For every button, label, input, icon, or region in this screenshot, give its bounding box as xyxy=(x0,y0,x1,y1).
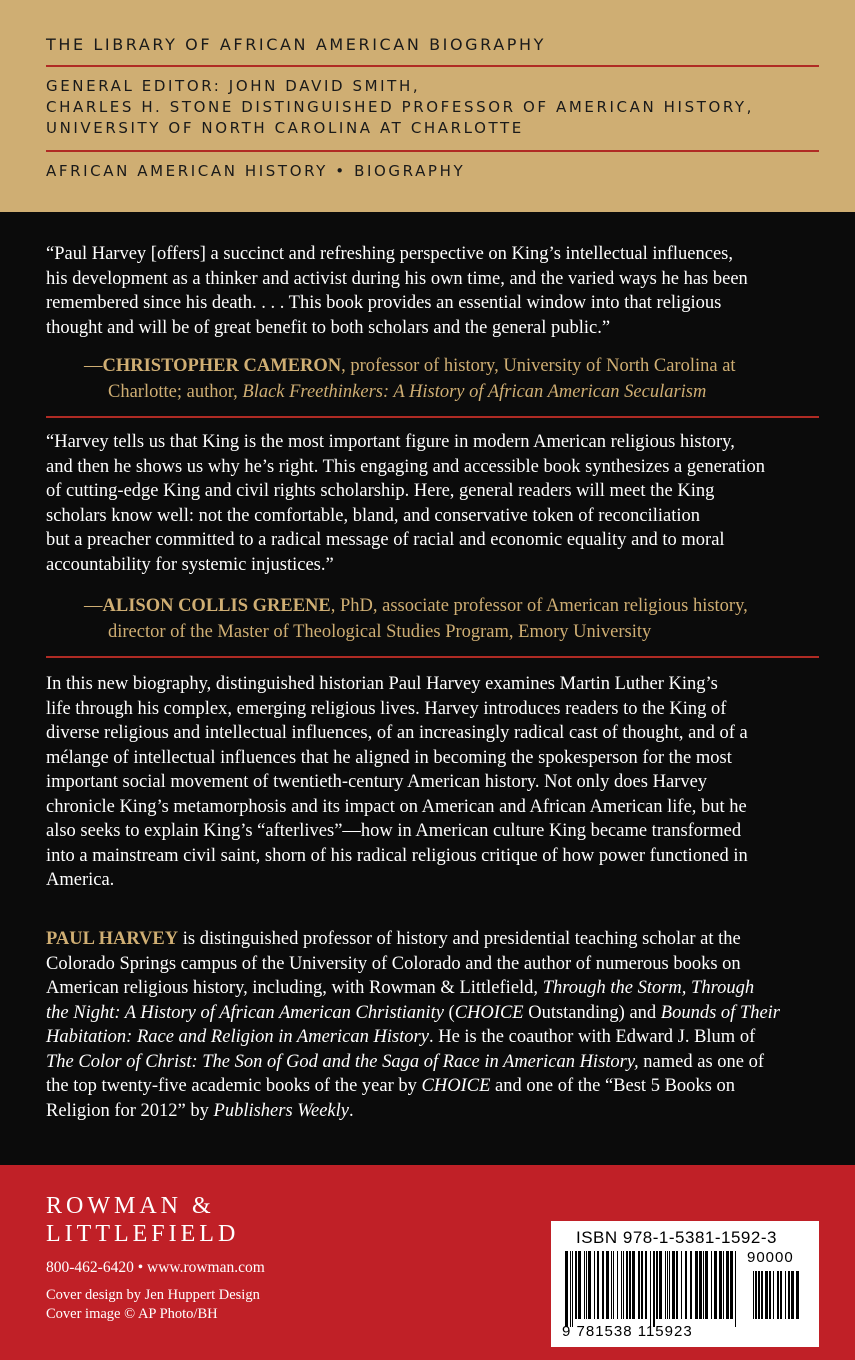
quote-line: but a preacher committed to a radical message of racial and economic equality and to moral xyxy=(46,530,725,550)
barcode-bar xyxy=(665,1251,666,1319)
bio-line: Colorado Springs campus of the University of Colorado and the author of numerous books on xyxy=(46,953,741,974)
quote-greene xyxy=(46,430,826,577)
barcode-bar xyxy=(765,1271,768,1319)
description-line: also seeks to explain King’s “afterlives”—how in American culture King became transformed xyxy=(46,821,742,841)
endorser-affiliation: director of the Master of Theological Studies Program, Emory University xyxy=(108,622,652,642)
barcode-bar xyxy=(641,1251,643,1319)
description-line: mélange of intellectual influences that he aligned in becoming the spokesperson for the most xyxy=(46,747,732,768)
endorser-name: CHRISTOPHER CAMERON xyxy=(102,356,342,376)
section-divider xyxy=(46,416,819,418)
barcode-bar xyxy=(703,1251,704,1319)
author-name: PAUL HARVEY xyxy=(46,929,179,949)
barcode-bar xyxy=(753,1271,754,1319)
quote-line: “Harvey tells us that King is the most important figure in modern American religious history, xyxy=(46,432,735,452)
barcode-bar xyxy=(714,1251,717,1319)
barcode-bar xyxy=(723,1251,724,1319)
barcode-bar xyxy=(629,1251,631,1319)
em-dash: — xyxy=(84,596,103,616)
author-bio: PAUL HARVEY is distinguished professor of history and presidential teaching scholar at the Colorado Springs campus of the University of Colorado and the author of numerous books on American religious history, including, with Rowman & Littlefield, Through the Storm, Through the Night: A History of African American Christianity (CHOICE Outstanding) and Bounds of Their Habitation: Race and Religion in American History. He is the coauthor with Edward J. Blum of The Color of Christ: The Son of God and the Saga of Race in American History, named as one of the top twenty-five academic books of the year by CHOICE and one of the “Best 5 Books on Religion for 2012” by Publishers Weekly. xyxy=(46,927,826,1123)
quote-line: remembered since his death. . . . This book provides an essential window into that religious xyxy=(46,293,722,313)
quote-line: and then he shows us why he’s right. This engaging and accessible book synthesizes a generation xyxy=(46,456,765,477)
barcode-bar xyxy=(594,1251,595,1319)
barcode-bar xyxy=(575,1251,577,1319)
barcode-bar xyxy=(695,1251,698,1319)
barcode-bar xyxy=(611,1251,612,1319)
em-dash: — xyxy=(84,356,103,376)
barcode-bar xyxy=(777,1271,779,1319)
barcode-bar xyxy=(632,1251,635,1319)
barcode-bar xyxy=(735,1251,736,1327)
barcode-bar xyxy=(638,1251,640,1319)
endorser-title: , PhD, associate professor of American religious history, xyxy=(330,596,748,616)
endorser-affiliation: Charlotte; author, xyxy=(108,382,243,402)
cover-design-credit: Cover design by Jen Huppert Design xyxy=(46,1287,260,1303)
barcode-bar xyxy=(758,1271,760,1319)
barcode-bar xyxy=(572,1251,573,1327)
quote-line: “Paul Harvey [offers] a succinct and refreshing perspective on King’s intellectual influences, xyxy=(46,244,733,264)
addon-digits: 90000 xyxy=(747,1249,794,1266)
header-divider xyxy=(46,150,819,152)
barcode-bar xyxy=(653,1251,655,1327)
general-editor-line: GENERAL EDITOR: JOHN DAVID SMITH, xyxy=(46,77,421,95)
barcode-bar xyxy=(565,1251,568,1327)
publisher-logo-line1: ROWMAN & xyxy=(46,1193,215,1219)
barcode-bar xyxy=(699,1251,702,1319)
barcode-bar xyxy=(685,1251,687,1319)
barcode-bar xyxy=(791,1271,794,1319)
publisher-logo-line2: LITTLEFIELD xyxy=(46,1221,240,1247)
quote-cameron xyxy=(46,242,826,340)
barcode-bar xyxy=(796,1271,799,1319)
description-line: into a mainstream civil saint, shorn of his radical religious critique of how power functioned in xyxy=(46,845,748,866)
book-title: Black Freethinkers: A History of African American Secularism xyxy=(242,382,707,402)
barcode-bar xyxy=(578,1251,581,1319)
barcode-bar xyxy=(773,1271,774,1319)
barcode-bar xyxy=(705,1251,708,1319)
barcode-bar xyxy=(623,1251,624,1319)
quote-line: scholars know well: not the comfortable, bland, and conservative token of reconciliation xyxy=(46,505,700,526)
barcode-bar xyxy=(681,1251,682,1319)
barcode-bar xyxy=(621,1251,622,1319)
series-header xyxy=(0,0,855,212)
quote-line: accountability for systemic injustices.” xyxy=(46,554,334,575)
barcode-bar xyxy=(659,1251,662,1319)
barcode-bar xyxy=(667,1251,668,1319)
description-line: chronicle King’s metamorphosis and its impact on American and African American life, but he xyxy=(46,796,747,817)
barcode-bar xyxy=(650,1251,651,1327)
barcode-bar xyxy=(755,1271,757,1319)
barcode-bars xyxy=(563,1251,739,1327)
barcode-bar xyxy=(613,1251,614,1319)
description-line: In this new biography, distinguished historian Paul Harvey examines Martin Luther King’s xyxy=(46,674,718,694)
barcode-bar xyxy=(606,1251,609,1319)
barcode-bar xyxy=(690,1251,692,1319)
category-line: AFRICAN AMERICAN HISTORY • BIOGRAPHY xyxy=(46,162,466,180)
addon-barcode-bars xyxy=(751,1271,803,1327)
book-description xyxy=(46,672,826,893)
barcode-bar xyxy=(570,1251,571,1327)
barcode-bar xyxy=(719,1251,722,1319)
series-title: THE LIBRARY OF AFRICAN AMERICAN BIOGRAPHY xyxy=(46,35,547,54)
editor-university-line: UNIVERSITY OF NORTH CAROLINA AT CHARLOTTE xyxy=(46,119,524,137)
barcode-bar xyxy=(761,1271,763,1319)
barcode-bar xyxy=(656,1251,658,1319)
quote-line: of cutting-edge King and civil rights scholarship. Here, general readers will meet the King xyxy=(46,481,715,501)
barcode-bar xyxy=(769,1271,771,1319)
back-cover-body xyxy=(0,212,855,1165)
barcode-bar xyxy=(780,1271,782,1319)
barcode-bar xyxy=(584,1251,585,1319)
barcode-bar xyxy=(597,1251,599,1319)
publisher-contact: 800-462-6420 • www.rowman.com xyxy=(46,1259,265,1276)
barcode-bar xyxy=(730,1251,733,1319)
barcode-bar xyxy=(602,1251,604,1319)
attribution-cameron xyxy=(84,353,844,405)
isbn-barcode xyxy=(551,1221,819,1347)
isbn-label: ISBN 978-1-5381-1592-3 xyxy=(576,1228,777,1247)
attribution-greene xyxy=(84,593,844,645)
cover-image-credit: Cover image © AP Photo/BH xyxy=(46,1306,218,1322)
description-line: diverse religious and intellectual influences, of an increasingly radical cast of thought, and of a xyxy=(46,723,748,743)
barcode-bar xyxy=(711,1251,712,1319)
ean-digits: 9 781538 115923 xyxy=(562,1323,693,1340)
description-line: America. xyxy=(46,870,115,890)
barcode-bar xyxy=(586,1251,587,1319)
section-divider xyxy=(46,656,819,658)
barcode-bar xyxy=(672,1251,675,1319)
description-line: life through his complex, emerging religious lives. Harvey introduces readers to the King of xyxy=(46,698,727,719)
barcode-bar xyxy=(645,1251,647,1319)
barcode-bar xyxy=(676,1251,678,1319)
barcode-bar xyxy=(785,1271,786,1319)
barcode-bar xyxy=(788,1271,790,1319)
barcode-bar xyxy=(626,1251,628,1319)
header-divider xyxy=(46,65,819,67)
barcode-bar xyxy=(669,1251,670,1319)
quote-line: thought and will be of great benefit to both scholars and the general public.” xyxy=(46,317,611,338)
barcode-bar xyxy=(617,1251,618,1319)
quote-line: his development as a thinker and activist during his own time, and the varied ways he has been xyxy=(46,268,748,289)
editor-title-line: CHARLES H. STONE DISTINGUISHED PROFESSOR OF AMERICAN HISTORY, xyxy=(46,98,755,116)
endorser-name: ALISON COLLIS GREENE xyxy=(102,596,331,616)
barcode-bar xyxy=(588,1251,591,1319)
endorser-title: , professor of history, University of North Carolina at xyxy=(341,356,736,376)
description-line: important social movement of twentieth-century American history. Not only does Harvey xyxy=(46,772,708,792)
barcode-bar xyxy=(726,1251,729,1319)
